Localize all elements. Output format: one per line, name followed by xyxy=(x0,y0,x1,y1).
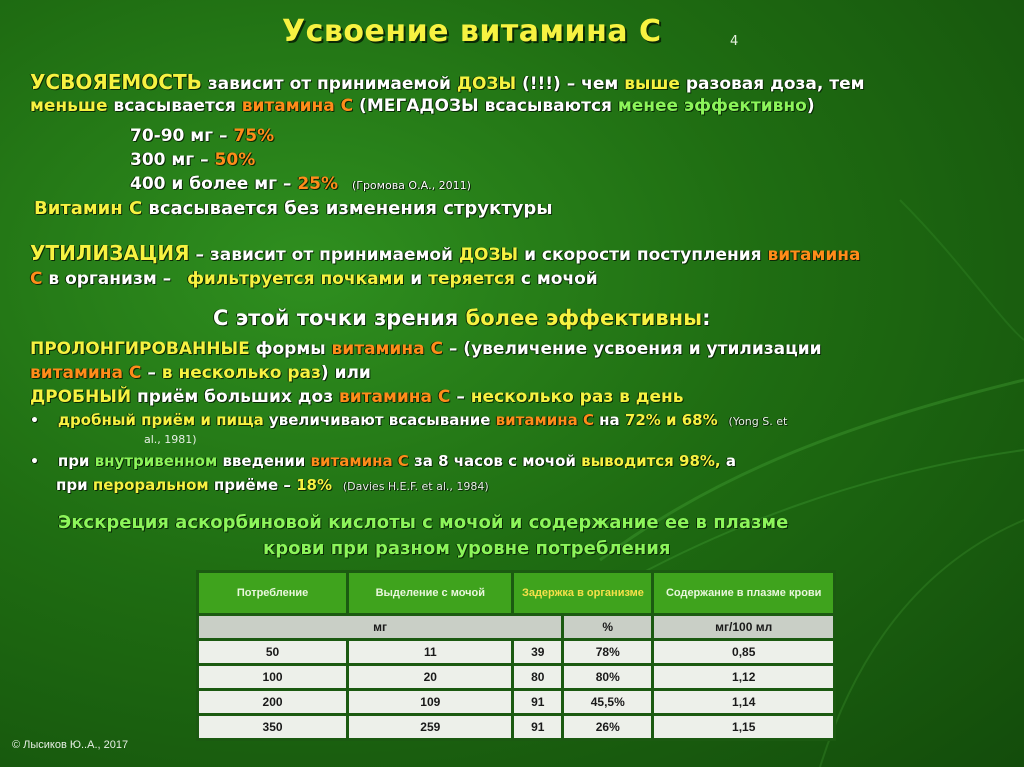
prolonged-term: ПРОЛОНГИРОВАННЫЕ xyxy=(30,339,250,359)
structure-line xyxy=(34,198,553,219)
effectiveness-heading xyxy=(213,306,711,330)
vitamin-c-term: витамина С xyxy=(30,363,142,383)
text-span: фильтруется почками xyxy=(187,269,405,289)
table-cell: 11 xyxy=(349,641,511,663)
text-span: менее эффективно xyxy=(617,96,807,116)
header-plasma-content: Содержание в плазме крови xyxy=(654,573,833,613)
dose-item xyxy=(130,148,255,172)
dose-term: ДОЗЫ xyxy=(456,74,517,94)
text-span: зависит от принимаемой xyxy=(201,74,457,94)
bullet-dot-icon: • xyxy=(30,454,39,470)
vitamin-c-term: витамина С xyxy=(495,411,594,429)
text-span: (!!!) – чем xyxy=(516,74,625,94)
dose-percent: 75% xyxy=(233,126,275,146)
prolonged-line-1 xyxy=(30,337,822,361)
table-row xyxy=(199,641,833,663)
page-number: 4 xyxy=(730,34,739,49)
table-header-row xyxy=(199,573,833,613)
citation: (Yong S. et xyxy=(728,415,788,428)
text-span: меньше xyxy=(30,96,108,116)
megadose-term: МЕГАДОЗЫ xyxy=(366,96,479,116)
text-span: всасывается без изменения структуры xyxy=(142,198,553,219)
fractional-line xyxy=(30,385,684,409)
slide-title: Усвоение витамина С xyxy=(282,14,662,49)
table-cell: 1,15 xyxy=(654,716,833,738)
copyright-footer: © Лысиков Ю..А., 2017 xyxy=(12,739,129,751)
text-span: ) xyxy=(806,96,815,116)
citation-continued: al., 1981) xyxy=(144,433,197,446)
table-cell: 50 xyxy=(199,641,346,663)
text-span: – зависит от принимаемой xyxy=(189,245,459,265)
text-span: приём больших доз xyxy=(131,387,339,407)
utilization-line-2 xyxy=(30,267,598,291)
dose-text: 70-90 мг – xyxy=(130,126,234,146)
text-span: всасывается xyxy=(107,96,242,116)
absorption-term: УСВОЯЕМОСТЬ xyxy=(30,70,202,94)
vitamin-c-term: Витамин С xyxy=(34,198,143,219)
absorption-line-2 xyxy=(30,94,815,118)
table-cell: 45,5% xyxy=(564,691,651,713)
table-row xyxy=(199,716,833,738)
bullet-item-fractional xyxy=(30,411,787,429)
text-span: формы xyxy=(249,339,332,359)
utilization-line-1 xyxy=(30,241,861,267)
table-row xyxy=(199,691,833,713)
header-retention: Задержка в организме xyxy=(514,573,651,613)
bullet-item-oral xyxy=(56,476,489,494)
text-span: а xyxy=(720,452,736,470)
table-cell: 78% xyxy=(564,641,651,663)
table-cell: 1,12 xyxy=(654,666,833,688)
text-span: теряется xyxy=(428,269,515,289)
dose-item xyxy=(130,124,274,148)
unit-percent: % xyxy=(564,616,651,638)
vitamin-c-term: витамина С xyxy=(339,387,451,407)
bullet-dot-icon: • xyxy=(30,413,39,429)
table-cell: 91 xyxy=(514,691,561,713)
header-intake: Потребление xyxy=(199,573,346,613)
table-cell: 109 xyxy=(349,691,511,713)
table-cell: 91 xyxy=(514,716,561,738)
text-span: выше xyxy=(624,74,680,94)
text-span: приёме – xyxy=(208,476,297,494)
text-span: в организм – xyxy=(42,269,178,289)
text-span: – (увеличение усвоения и утилизации xyxy=(442,339,822,359)
text-span: всасываются xyxy=(478,96,618,116)
table-row xyxy=(199,666,833,688)
text-span: увеличивают всасывание xyxy=(263,411,496,429)
table-cell: 0,85 xyxy=(654,641,833,663)
text-span: в несколько раз xyxy=(161,363,321,383)
text-span: ( xyxy=(353,96,367,116)
vitamin-c-term: витамина xyxy=(767,245,861,265)
table-units-row xyxy=(199,616,833,638)
bullet-item-iv xyxy=(30,452,736,470)
text-span: С xyxy=(30,269,43,289)
dose-text: 400 и более мг – xyxy=(130,174,298,194)
excretion-table xyxy=(196,570,836,741)
utilization-term: УТИЛИЗАЦИЯ xyxy=(30,241,190,265)
table-cell: 350 xyxy=(199,716,346,738)
text-span: разовая доза, тем xyxy=(679,74,865,94)
vitamin-c-term: витамина С xyxy=(310,452,409,470)
table-cell: 80 xyxy=(514,666,561,688)
dose-term: ДОЗЫ xyxy=(458,245,519,265)
table-cell: 259 xyxy=(349,716,511,738)
text-span: ) или xyxy=(320,363,371,383)
text-span: С этой точки зрения xyxy=(213,306,466,330)
dose-percent: 25% xyxy=(297,174,339,194)
header-urine-excretion: Выделение с мочой xyxy=(349,573,511,613)
text-span: и xyxy=(404,269,429,289)
unit-mg-per-100ml: мг/100 мл xyxy=(654,616,833,638)
citation: (Громова О.А., 2011) xyxy=(351,179,471,192)
text-span: введении xyxy=(217,452,311,470)
prolonged-line-2 xyxy=(30,361,371,385)
table-cell: 26% xyxy=(564,716,651,738)
text-span: более эффективны xyxy=(465,306,703,330)
citation: (Davies H.E.F. et al., 1984) xyxy=(342,480,489,493)
table-title-line-1: Экскреция аскорбиновой кислоты с мочой и содержание ее в плазме xyxy=(58,512,789,533)
dose-text: 300 мг – xyxy=(130,150,215,170)
text-span: при xyxy=(56,476,93,494)
table-cell: 1,14 xyxy=(654,691,833,713)
table-cell: 80% xyxy=(564,666,651,688)
table-title-line-2: крови при разном уровне потребления xyxy=(263,538,671,559)
vitamin-c-term: витамина С xyxy=(331,339,443,359)
table-cell: 39 xyxy=(514,641,561,663)
dose-item xyxy=(130,172,471,198)
text-span: выводится 98%, xyxy=(581,452,721,470)
unit-mg: мг xyxy=(199,616,561,638)
text-span: пероральном xyxy=(92,476,209,494)
text-span: внутривенном xyxy=(94,452,218,470)
text-span: с мочой xyxy=(514,269,598,289)
text-span: – xyxy=(450,387,471,407)
vitamin-c-term: витамина С xyxy=(241,96,354,116)
text-span: и скорости поступления xyxy=(518,245,768,265)
fractional-term: ДРОБНЫЙ xyxy=(30,387,132,407)
table-cell: 200 xyxy=(199,691,346,713)
text-span: 18% xyxy=(296,476,332,494)
text-span: – xyxy=(141,363,162,383)
dose-percent: 50% xyxy=(214,150,256,170)
absorption-line-1 xyxy=(30,70,865,96)
text-span: дробный приём и пища xyxy=(57,411,264,429)
text-span: : xyxy=(702,306,711,330)
text-span: несколько раз в день xyxy=(470,387,684,407)
table-cell: 100 xyxy=(199,666,346,688)
text-span: при xyxy=(57,452,95,470)
text-span: на xyxy=(593,411,625,429)
table-cell: 20 xyxy=(349,666,511,688)
text-span: 72% и 68% xyxy=(624,411,718,429)
text-span: за 8 часов с мочой xyxy=(408,452,582,470)
